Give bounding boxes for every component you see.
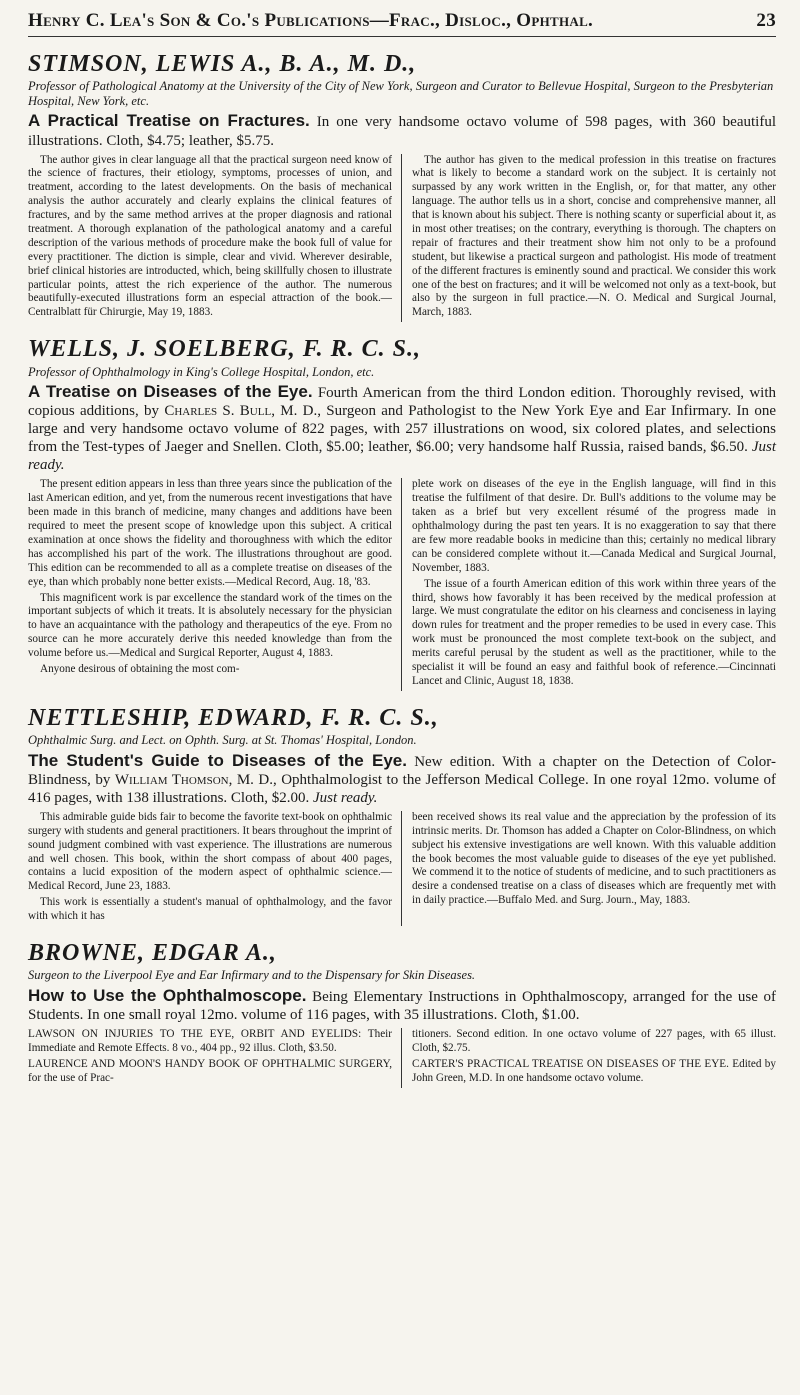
review-paragraph: This magnificent work is par excellence the standard work of the times on the important subjects of which it treats. It is absolutely necessary for the physician to have an acquaintance with the pathology and therapeutics of the eye. From no source can he more accurately derive this needed knowledge than from the volume before us.—Medical and Surgical Reporter, August 4, 1883. bbox=[28, 591, 392, 660]
author-heading: STIMSON, LEWIS A., B. A., M. D., bbox=[28, 51, 417, 77]
author-heading: BROWNE, EDGAR A., bbox=[28, 940, 277, 967]
book-details: New edition. With a chapter on the Detection of Color-Blindness, by bbox=[28, 753, 776, 788]
review-paragraph: Anyone desirous of obtaining the most com- bbox=[40, 662, 240, 675]
author-affiliation: Professor of Pathological Anatomy at the University of the City of New York, Surgeon and Curator to Bellevue Hospital, Surgeon to the Presbyterian Hospital, New York, etc. bbox=[28, 79, 774, 108]
book-details-cont: , M. D., Ophthalmologist to the Jefferson Medical College. In one royal 12mo. volume of 416 pages, with 138 illustrations. Cloth, $2.00. bbox=[28, 771, 776, 806]
review-columns bbox=[28, 154, 776, 323]
book-details: Fourth American from the third London edition. Thoroughly revised, with copious additions, by bbox=[28, 384, 776, 420]
catalogue-page bbox=[28, 10, 776, 1088]
publisher-header: Henry C. Lea's Son & Co.'s Publications—Frac., Disloc., Ophthal. bbox=[28, 10, 594, 31]
review-column-right bbox=[412, 154, 776, 323]
ad-listing: titioners. Second edition. In one octavo volume of 227 pages, with 65 illust. Cloth, $2.75. bbox=[412, 1028, 776, 1055]
review-paragraph: The author has given to the medical profession in this treatise on fractures what is likely to become a standard work on the subject. It is certainly not surpassed by any work written in the English, or, for that matter, any other language. The author tells us in a short, concise and comprehensive manner, all that is known about his subject. There is nothing scanty or superficial about it, as in most other treatises; on the contrary, everything is thorough. The chapters on repair of fractures and their treatment show him not only to be a profound student, but likewise a practical surgeon and pathologist. His mode of treatment of the different fractures is eminently sound and practical. We consider this work one of the best on fractures; and it will be welcomed not only as a text-book, but also by the surgeon in full practice.—N. O. Medical and Surgical Journal, March, 1883. bbox=[412, 153, 776, 319]
page-number: 23 bbox=[756, 10, 776, 31]
book-details: Being Elementary Instructions in Ophthalmoscopy, arranged for the use of Students. In one small royal 12mo. volume of 116 pages, with 35 illustrations. Cloth, $1.00. bbox=[28, 988, 776, 1024]
review-paragraph: This work is essentially a student's manual of ophthalmology, and the favor with which it has bbox=[28, 896, 392, 923]
book-title: A Treatise on Diseases of the Eye. bbox=[28, 381, 313, 401]
ad-listing: LAWSON ON INJURIES TO THE EYE, ORBIT AND EYELIDS: Their Immediate and Remote Effects. 8 vo., 404 pp., 92 illus. Cloth, $3.50. bbox=[28, 1028, 392, 1055]
ad-listing: LAURENCE AND MOON'S HANDY BOOK OF OPHTHALMIC SURGERY, for the use of Prac- bbox=[28, 1057, 392, 1084]
ad-column-left bbox=[28, 1028, 402, 1088]
review-paragraph: The issue of a fourth American edition of this work within three years of the third, shows how favorably it has been received by the medical profession at large. We must congratulate the editor on his clearness and conciseness in laying down rules for treatment and the proper remedies to be used in every case. This work must be pronounced the most complete text-book on the subject, and merits careful perusal by the student as well as the practitioner, while to the specialist it will be found an easy and faithful book of reference.—Cincinnati Lancet and Clinic, August 18, 1838. bbox=[412, 577, 776, 687]
ad-listing: CARTER'S PRACTICAL TREATISE ON DISEASES OF THE EYE. Edited by John Green, M.D. In one handsome octavo volume. bbox=[412, 1057, 776, 1084]
editor-name: William Thomson bbox=[114, 771, 229, 788]
review-columns bbox=[28, 811, 776, 926]
entry-browne bbox=[28, 940, 776, 1088]
book-title: How to Use the Ophthalmoscope. bbox=[28, 985, 307, 1005]
availability-status: Just ready. bbox=[28, 439, 776, 474]
review-paragraph: plete work on diseases of the eye in the English language, will find in this treatise the fulfilment of that desire. Dr. Bull's additions to the volume may be taken as a brief but very excellent résumé of the progress made in ophthalmology during the past ten years. It is no exaggeration to say that there are few more readable books in medicine than this; certainly no medical library can be considered complete without it.—Canada Medical and Surgical Journal, November, 1883. bbox=[412, 478, 776, 574]
book-description bbox=[28, 751, 776, 807]
book-description bbox=[28, 382, 776, 474]
author-affiliation: Surgeon to the Liverpool Eye and Ear Infirmary and to the Dispensary for Skin Diseases. bbox=[28, 968, 476, 983]
review-column-left bbox=[28, 478, 402, 690]
entry-stimson bbox=[28, 51, 776, 322]
running-head bbox=[28, 10, 776, 37]
review-paragraph: The present edition appears in less than three years since the publication of the last American edition, and yet, from the numerous recent investigations that have been made in this branch of medicine, many changes and additions have been required to meet the present scope of knowledge upon this subject. A critical examination at once shows the fidelity and thoroughness with which the editor has accomplished his part of the work. The illustrations throughout are good. This edition can be recommended to all as a complete treatise on diseases of the eye, than which probably none better exists.—Medical Record, Aug. 18, '83. bbox=[28, 478, 392, 588]
availability-status: Just ready. bbox=[313, 789, 378, 806]
review-column-left bbox=[28, 154, 402, 323]
review-paragraph: The author gives in clear language all that the practical surgeon need know of the science of fractures, their etiology, symptoms, processes of union, and treatment, according to the latest developments. On the basis of mechanical analysis the author accurately and clearly explains the clinical features of fractures, and by the same method arrives at the proper diagnosis and rational treatment. A thorough explanation of the pathological anatomy and a careful description of the various methods of procedure make the book full of value for every practitioner. The diction is simple, clear and vivid. Wherever desirable, brief clinical histories are introducted, which, being skillfully chosen to illustrate particular points, attest the rich experience of the author. The numerous beautifully-executed illustrations form an especial attraction of the book.—Centralblatt für Chirurgie, May 19, 1883. bbox=[28, 153, 392, 319]
review-columns bbox=[28, 478, 776, 690]
author-affiliation: Ophthalmic Surg. and Lect. on Ophth. Surg. at St. Thomas' Hospital, London. bbox=[28, 733, 417, 748]
book-title: The Student's Guide to Diseases of the Eye. bbox=[28, 750, 407, 770]
book-details: In one very handsome octavo volume of 598 pages, with 360 beautiful illustrations. Cloth, $4.75; leather, $5.75. bbox=[28, 114, 776, 149]
ad-column-right bbox=[412, 1028, 776, 1088]
review-column-left bbox=[28, 811, 402, 926]
author-heading: NETTLESHIP, EDWARD, F. R. C. S., bbox=[28, 704, 439, 731]
editor-name: Charles S. Bull bbox=[164, 403, 272, 420]
entry-nettleship bbox=[28, 705, 776, 926]
review-column-right bbox=[412, 478, 776, 690]
review-paragraph: been received shows its real value and the appreciation by the profession of its intrinsic merits. Dr. Thomson has added a Chapter on Color-Blindness, on which subject his extensive investigations are well known. With this valuable addition the book becomes the most valuable guide to diseases of the eye yet published. We commend it to the notice of students of medicine, and to such practitioners as desire a condensed treatise on a class of diseases which are frequently met with in daily practice.—Buffalo Med. and Surg. Journ., May, 1883. bbox=[412, 810, 776, 907]
author-heading: WELLS, J. SOELBERG, F. R. C. S., bbox=[28, 336, 421, 363]
entry-wells bbox=[28, 336, 776, 691]
review-column-right bbox=[412, 811, 776, 926]
book-title: A Practical Treatise on Fractures. bbox=[28, 111, 310, 131]
author-affiliation: Professor of Ophthalmology in King's College Hospital, London, etc. bbox=[28, 364, 375, 379]
book-description bbox=[28, 111, 776, 149]
advertisement-columns bbox=[28, 1028, 776, 1088]
review-paragraph: This admirable guide bids fair to become the favorite text-book on ophthalmic surgery with students and general practitioners. It bears throughout the imprint of sound judgment combined with vast experience. The illustrations are numerous and well chosen. This book, within the short compass of about 400 pages, contains a lucid exposition of the modern aspect of ophthalmic science.—Medical Record, June 23, 1883. bbox=[28, 810, 392, 893]
book-details-cont: , M. D., Surgeon and Pathologist to the New York Eye and Ear Infirmary. In one large and very handsome octavo volume of 822 pages, with 257 illustrations on wood, six colored plates, and selections from the Test-types of Jaeger and Snellen. Cloth, $5.00; leather, $6.00; very handsome half Russia, raised bands, $6.50. bbox=[28, 403, 777, 456]
book-description bbox=[28, 986, 776, 1024]
